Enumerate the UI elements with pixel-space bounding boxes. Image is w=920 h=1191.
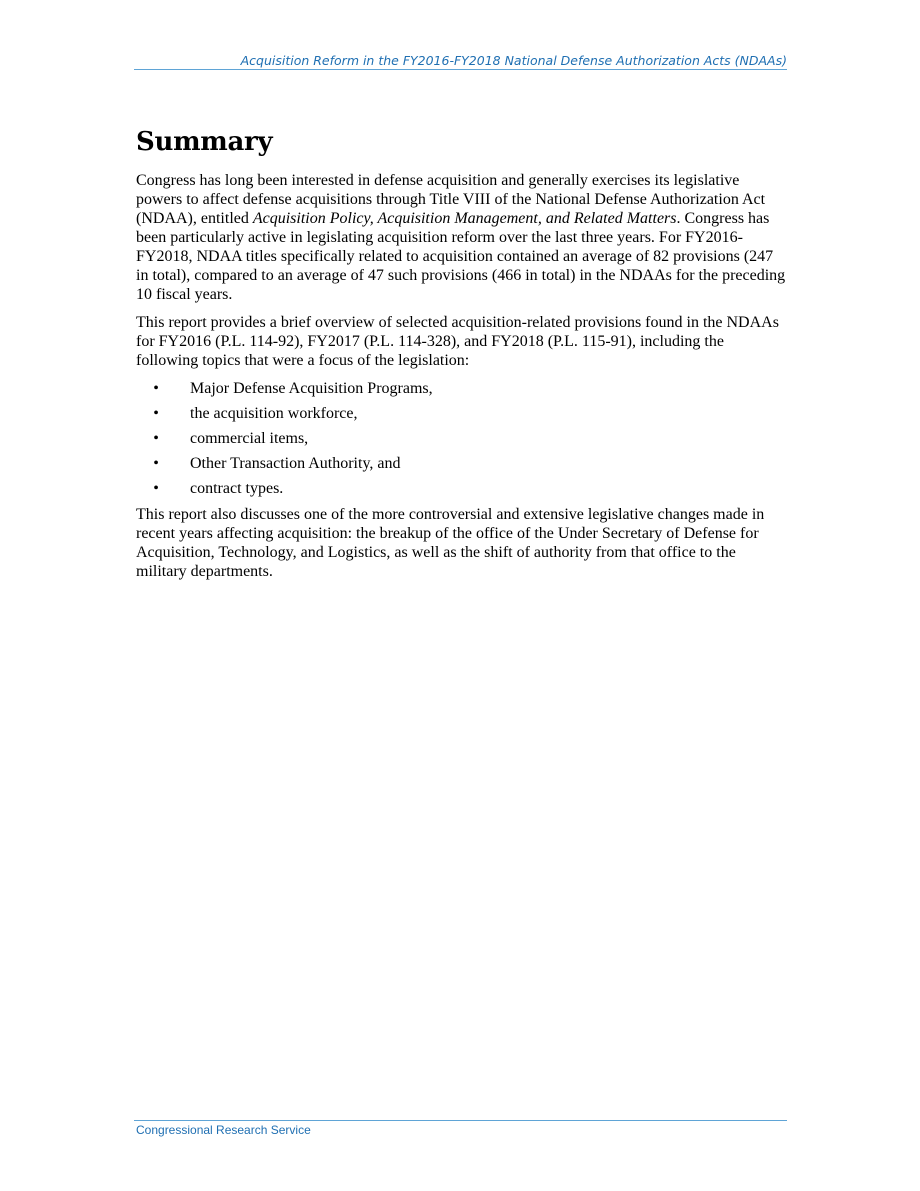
footer-divider bbox=[134, 1120, 787, 1121]
bullet-icon: • bbox=[153, 380, 159, 397]
list-item-text: contract types. bbox=[190, 480, 284, 497]
footer-organization: Congressional Research Service bbox=[136, 1123, 311, 1137]
summary-paragraph-3: This report also discusses one of the more controversial and extensive legislative changes made in recent years affecting acquisition: the breakup of the office of the Under Secretary of Defense for Acquisition, Technology, and Logistics, as well as the shift of authority from that office to the military departments. bbox=[136, 506, 765, 580]
bullet-icon: • bbox=[153, 455, 159, 472]
bullet-icon: • bbox=[153, 405, 159, 422]
list-item-text: commercial items, bbox=[190, 430, 309, 447]
list-item-text: Other Transaction Authority, and bbox=[190, 455, 401, 472]
bullet-icon: • bbox=[153, 480, 159, 497]
list-item bbox=[136, 429, 788, 448]
topic-list bbox=[136, 379, 788, 498]
list-item bbox=[136, 479, 788, 498]
summary-paragraph-2: This report provides a brief overview of selected acquisition-related provisions found in the NDAAs for FY2016 (P.L. 114-92), FY2017 (P.L. 114-328), and FY2018 (P.L. 115-91), including the following topics that were a focus of the legislation: bbox=[136, 314, 779, 369]
running-header-title: Acquisition Reform in the FY2016-FY2018 National Defense Authorization Acts (NDAAs) bbox=[240, 53, 787, 68]
list-item bbox=[136, 379, 788, 398]
list-item-text: Major Defense Acquisition Programs, bbox=[190, 380, 433, 397]
list-item bbox=[136, 404, 788, 423]
title-viii-name: Acquisition Policy, Acquisition Management, and Related Matters bbox=[252, 210, 677, 227]
bullet-icon: • bbox=[153, 430, 159, 447]
list-item bbox=[136, 454, 788, 473]
summary-paragraph-1 bbox=[136, 171, 788, 304]
header-divider bbox=[134, 69, 787, 70]
paragraph-1-text-b: . Congress has been particularly active in legislating acquisition reform over the last three years. For FY2016-FY2018, NDAA titles specifically related to acquisition contained an average of 82 provisions (247 in total), compared to an average of 47 such provisions (466 in total) in the NDAAs for the preceding 10 fiscal years. bbox=[136, 210, 786, 303]
summary-section bbox=[136, 122, 788, 590]
summary-heading: Summary bbox=[136, 127, 273, 157]
list-item-text: the acquisition workforce, bbox=[190, 405, 358, 422]
paragraph-1-text-a: Congress has long been interested in defense acquisition and generally exercises its legislative powers to affect defense acquisitions through Title VIII of the National Defense Authorization Act (NDAA), entitled bbox=[136, 172, 766, 227]
